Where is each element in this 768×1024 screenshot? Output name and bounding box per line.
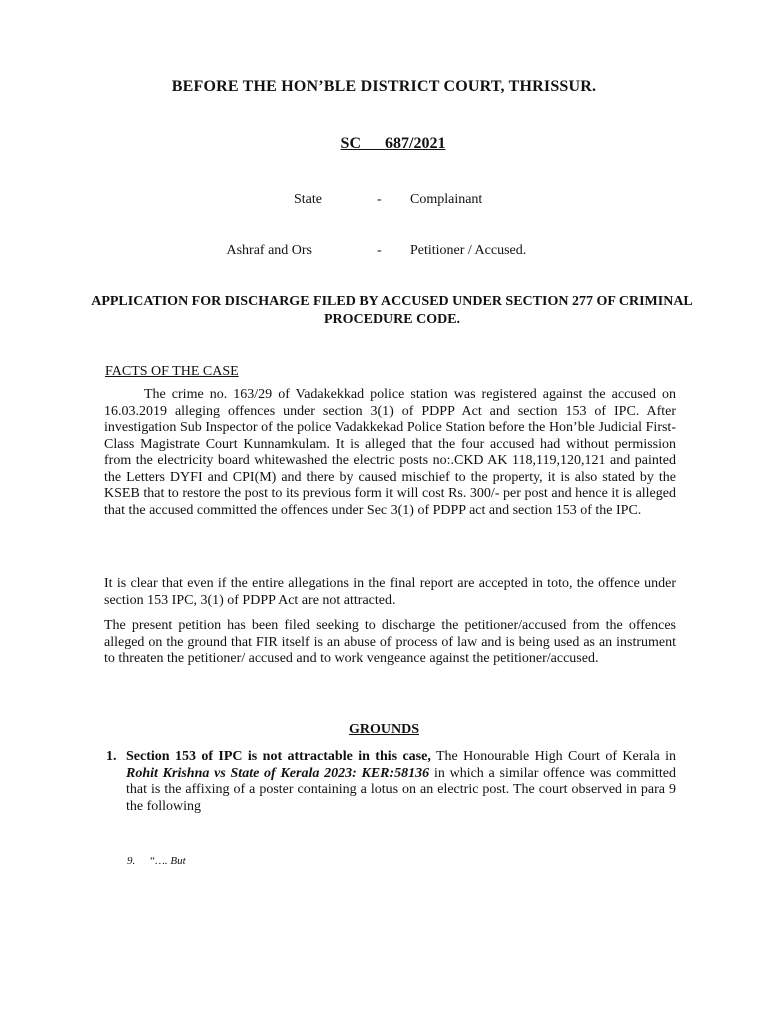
party-separator: - [377,192,382,207]
facts-heading: FACTS OF THE CASE [105,364,239,379]
party-role: Complainant [410,192,483,207]
grounds-heading: GROUNDS [348,722,419,737]
quote-start: 9. “…. But [127,855,186,867]
facts-paragraph: It is clear that even if the entire allegations in the final report are accepted in toto, the offence under section 153 IPC, 3(1) of PDPP Act are not attracted. [104,576,676,608]
party-role: Petitioner / Accused. [410,243,527,258]
ground-text: in which a similar offence was committed that is the affixing of a poster containing a lotus on an electric post. The court observed in para 9 the following [126,765,676,814]
party-name: Ashraf and Ors [226,243,312,258]
case-number: SC 687/2021 [340,135,446,152]
party-name: State [294,192,322,207]
facts-paragraph: The crime no. 163/29 of Vadakekkad police station was registered against the accused on 16.03.2019 alleging offences under section 3(1) of PDPP Act and section 153 of IPC. After investigation Sub Inspector of the police Vadakkekad Police Station before the Hon’ble Judicial First-Class Magistrate Court Kunnamkulam. It is alleged that the four accused had without permission from the electricity board whitewashed the electric posts no:.CKD AK 118,119,120,121 and painted the Letters DYFI and CPI(M) and there by caused mischief to the property, it is also stated by the KSEB that to restore the post to its previous form it will cost Rs. 300/- per post and hence it is alleged that the accused committed the offences under Sec 3(1) of PDPP act and section 153 of the IPC. [104,387,676,518]
party-row-complainant [0,192,768,210]
ground-number: 1. [106,749,117,764]
application-title: APPLICATION FOR DISCHARGE FILED BY ACCUSED UNDER SECTION 277 OF CRIMINAL PROCEDURE CODE. [91,294,693,327]
party-row-accused [0,243,768,261]
party-separator: - [377,243,382,258]
facts-paragraph: The present petition has been filed seeking to discharge the petitioner/accused from the offences alleged on the ground that FIR itself is an abuse of process of law and is being used as an instrument to threaten the petitioner/ accused and to work vengeance against the petitioner/accused. [104,618,676,666]
case-citation: Rohit Krishna vs State of Kerala 2023: KER:58136 [126,765,430,781]
ground-item [126,749,676,815]
ground-text: The Honourable High Court of Kerala in [430,749,676,764]
court-title: BEFORE THE HON’BLE DISTRICT COURT, THRISSUR. [171,78,597,95]
ground-lead: Section 153 of IPC is not attractable in this case, [126,749,431,764]
